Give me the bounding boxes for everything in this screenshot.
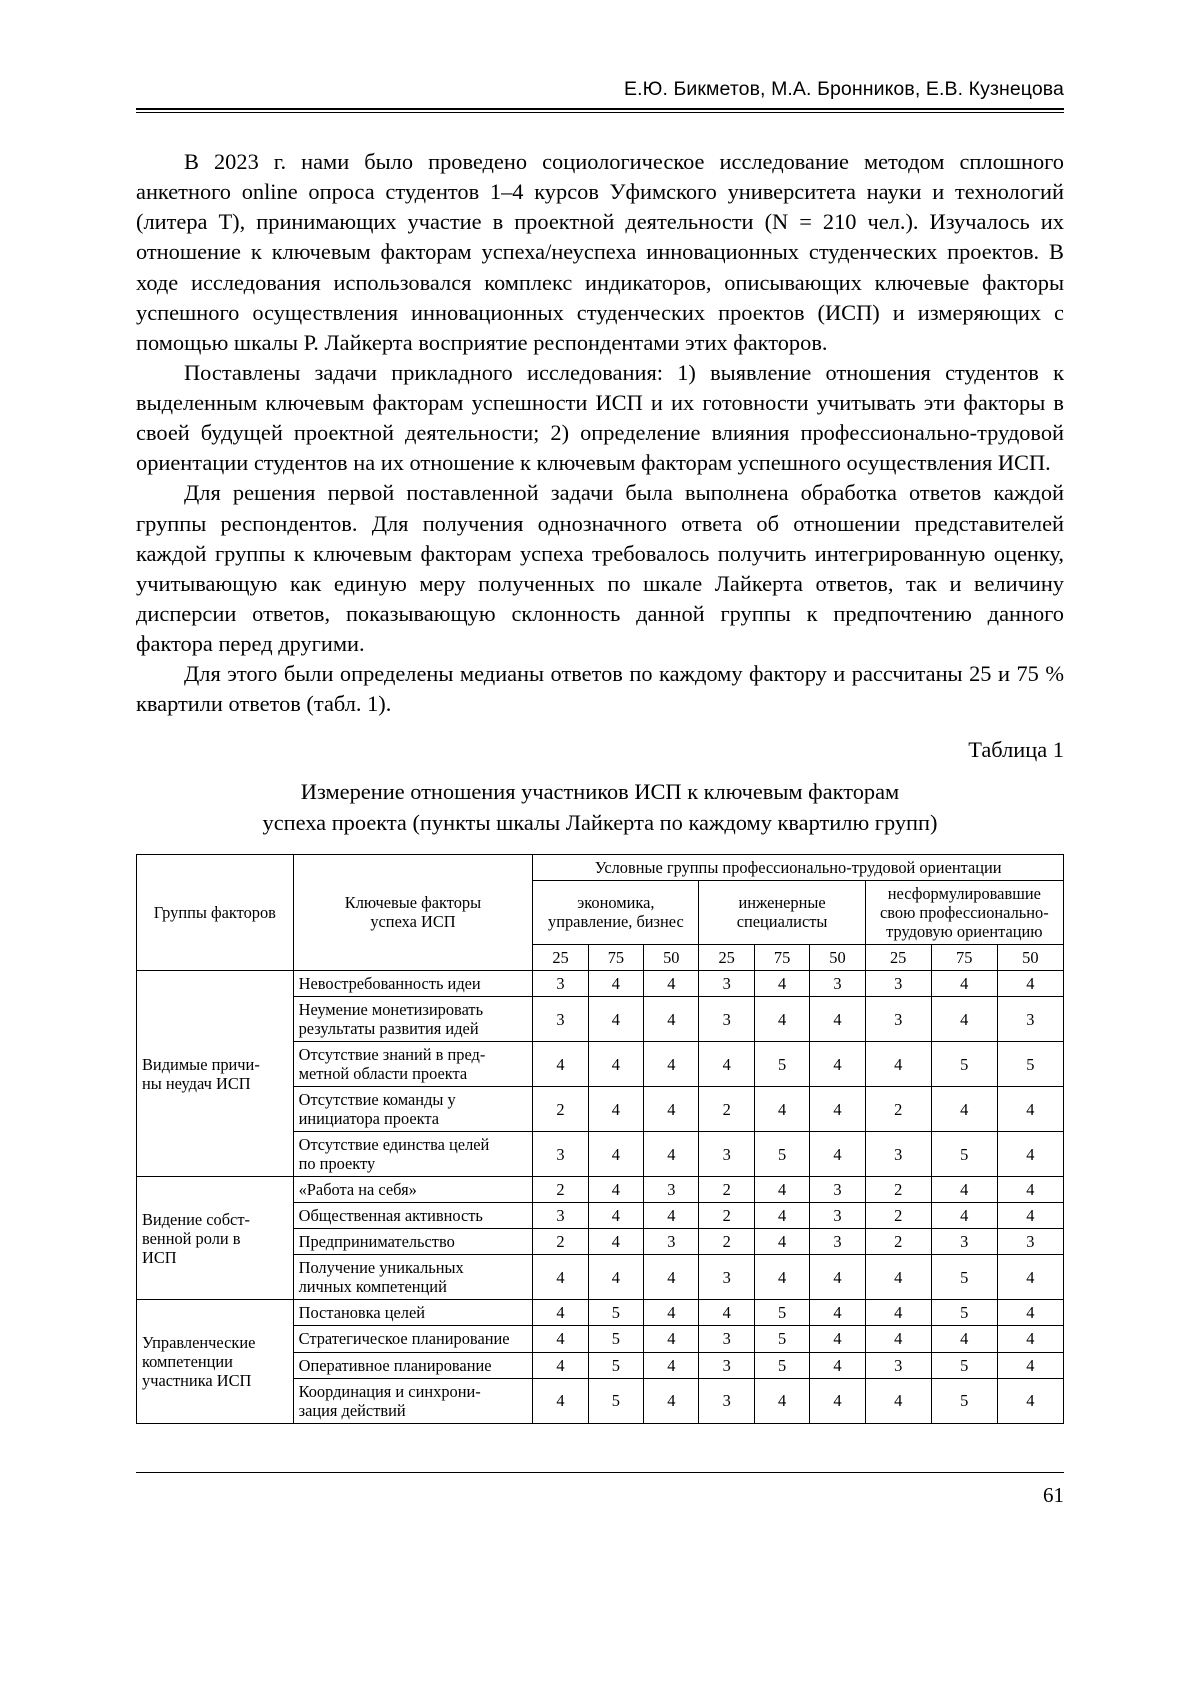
cell-value: 4 [588,1229,643,1255]
cell-value: 5 [588,1352,643,1378]
cell-value: 4 [810,1132,865,1177]
cell-value: 5 [931,1255,997,1300]
cell-value: 4 [644,1132,699,1177]
cell-value: 4 [533,1300,588,1326]
row-group-label-line: венной роли в [142,1228,241,1248]
table-body [137,971,1064,1424]
row-factor-label [293,1300,533,1326]
cell-value: 4 [931,1326,997,1352]
page-number: 61 [1043,1482,1064,1507]
cell-value: 3 [699,997,754,1042]
cell-value: 2 [699,1087,754,1132]
cell-value: 4 [533,1352,588,1378]
row-factor-line: по проекту [298,1154,376,1174]
row-group-label [137,971,294,1177]
cell-value: 4 [997,971,1063,997]
likert-quartile-table [136,854,1064,1424]
cell-value: 4 [931,1203,997,1229]
cell-value: 4 [588,1042,643,1087]
cell-value: 5 [997,1042,1063,1087]
cell-value: 4 [997,1300,1063,1326]
cell-value: 5 [931,1042,997,1087]
header-quartile: 25 [699,944,754,970]
row-factor-line: Координация и синхрони- [298,1381,481,1401]
header-group-engineers-line-2: специалисты [736,912,828,932]
cell-value: 4 [931,971,997,997]
cell-value: 4 [644,997,699,1042]
cell-value: 4 [644,1203,699,1229]
cell-value: 4 [644,971,699,997]
cell-value: 4 [997,1255,1063,1300]
cell-value: 4 [754,1255,809,1300]
cell-value: 3 [865,997,931,1042]
row-factor-label [293,1255,533,1300]
paragraph-4: Для этого были определены медианы ответов по каждому фактору и рассчитаны 25 и 75 % квартили ответов (табл. 1). [136,661,1064,717]
header-group-engineers-line-1: инженерные [738,893,826,913]
row-factor-line: Невостребованность идеи [298,974,481,993]
cell-value: 3 [997,997,1063,1042]
table-header [137,854,1064,970]
cell-value: 4 [754,1229,809,1255]
cell-value: 4 [588,971,643,997]
cell-value: 4 [588,1203,643,1229]
row-factor-line: зация действий [298,1400,406,1420]
cell-value: 3 [699,1132,754,1177]
header-divider [136,108,1064,113]
cell-value: 3 [810,1229,865,1255]
cell-value: 4 [754,1087,809,1132]
cell-value: 4 [644,1300,699,1326]
row-factor-label [293,1042,533,1087]
cell-value: 4 [644,1087,699,1132]
header-group-economics [533,880,699,944]
row-group-label-line: ИСП [142,1247,177,1267]
header-group-engineers [699,880,865,944]
cell-value: 4 [865,1378,931,1423]
cell-value: 4 [754,1378,809,1423]
cell-value: 4 [931,1177,997,1203]
cell-value: 4 [810,1352,865,1378]
row-group-label-line: компетенции [142,1352,233,1371]
table-row [137,971,1064,997]
row-factor-label [293,1352,533,1378]
row-group-label-line: Управленческие [142,1332,256,1352]
row-factor-label [293,971,533,997]
row-factor-label [293,1326,533,1352]
cell-value: 4 [644,1326,699,1352]
cell-value: 3 [865,1352,931,1378]
cell-value: 3 [533,1203,588,1229]
header-key-factors [293,854,533,970]
cell-value: 3 [810,1203,865,1229]
cell-value: 4 [644,1042,699,1087]
cell-value: 2 [865,1177,931,1203]
header-quartile: 75 [588,944,643,970]
cell-value: 4 [865,1255,931,1300]
row-factor-line: Получение уникальных [298,1258,464,1278]
cell-value: 4 [997,1177,1063,1203]
cell-value: 2 [699,1177,754,1203]
cell-value: 5 [588,1300,643,1326]
cell-value: 4 [533,1378,588,1423]
cell-value: 5 [754,1352,809,1378]
cell-value: 3 [865,1132,931,1177]
cell-value: 4 [997,1378,1063,1423]
cell-value: 4 [588,1132,643,1177]
row-factor-line: Оперативное планирование [298,1355,492,1375]
cell-value: 4 [754,1177,809,1203]
cell-value: 3 [810,1177,865,1203]
cell-value: 4 [533,1042,588,1087]
table-row [137,1177,1064,1203]
cell-value: 2 [699,1203,754,1229]
cell-value: 3 [865,971,931,997]
cell-value: 3 [644,1229,699,1255]
cell-value: 5 [931,1132,997,1177]
cell-value: 4 [810,1087,865,1132]
header-quartile: 75 [754,944,809,970]
header-quartile: 50 [644,944,699,970]
cell-value: 3 [699,1352,754,1378]
table-row [137,1300,1064,1326]
row-factor-line: личных компетенций [298,1277,447,1297]
row-factor-line: «Работа на себя» [298,1180,417,1200]
cell-value: 4 [754,1203,809,1229]
row-factor-line: Общественная активность [298,1206,483,1226]
row-factor-label [293,1378,533,1423]
paragraph-2: Поставлены задачи прикладного исследования: 1) выявление отношения студентов к выделенным ключевым факторам успешности ИСП и их готовности учитывать эти факторы в своей будущей проектной деятельности; 2) определение влияния профессионально-трудовой ориентации студентов на их отношение к ключевым факторам успешного осуществления ИСП. [136,359,1064,476]
cell-value: 5 [931,1300,997,1326]
cell-value: 4 [865,1300,931,1326]
cell-value: 4 [931,997,997,1042]
cell-value: 3 [699,1378,754,1423]
row-factor-line: Предпринимательство [298,1232,455,1252]
header-group-undecided-line-1: несформулировавшие [887,883,1041,903]
cell-value: 4 [699,1042,754,1087]
cell-value: 3 [699,971,754,997]
running-head: Е.Ю. Бикметов, М.А. Бронников, Е.В. Кузнецова [624,78,1064,100]
cell-value: 2 [533,1087,588,1132]
cell-value: 4 [865,1042,931,1087]
cell-value: 3 [644,1177,699,1203]
row-group-label [137,1300,294,1423]
row-factor-line: инициатора проекта [298,1109,440,1129]
row-factor-line: Отсутствие знаний в пред- [298,1045,486,1065]
cell-value: 5 [754,1300,809,1326]
cell-value: 3 [931,1229,997,1255]
row-factor-line: результаты развития идей [298,1019,479,1039]
table-header-row-1 [137,854,1064,880]
row-factor-label [293,997,533,1042]
cell-value: 4 [533,1326,588,1352]
header-key-factors-line-1: Ключевые факторы [344,893,482,913]
cell-value: 5 [754,1132,809,1177]
row-factor-line: Отсутствие единства целей [298,1135,490,1155]
cell-value: 3 [533,971,588,997]
row-group-label [137,1177,294,1300]
cell-value: 5 [588,1326,643,1352]
cell-value: 4 [865,1326,931,1352]
cell-value: 5 [931,1352,997,1378]
header-group-undecided-line-2: свою профессионально- [879,902,1049,922]
cell-value: 4 [931,1087,997,1132]
row-factor-label [293,1229,533,1255]
cell-value: 5 [754,1326,809,1352]
cell-value: 4 [997,1326,1063,1352]
cell-value: 4 [997,1203,1063,1229]
cell-value: 5 [588,1378,643,1423]
row-group-label-line: Видение собст- [142,1209,250,1229]
cell-value: 4 [810,1042,865,1087]
cell-value: 4 [810,997,865,1042]
table-caption-line-1: Измерение отношения участников ИСП к ключевым факторам [300,779,900,805]
header-group-economics-line-1: экономика, [577,893,655,913]
cell-value: 4 [810,1300,865,1326]
header-quartile: 50 [810,944,865,970]
row-factor-line: Стратегическое планирование [298,1329,510,1349]
cell-value: 4 [588,1177,643,1203]
cell-value: 4 [997,1132,1063,1177]
row-factor-label [293,1203,533,1229]
row-group-label-line: Видимые причи- [142,1054,260,1074]
cell-value: 4 [588,1087,643,1132]
table-caption [136,777,1064,837]
cell-value: 3 [997,1229,1063,1255]
header-quartile: 25 [865,944,931,970]
cell-value: 4 [588,1255,643,1300]
cell-value: 4 [810,1326,865,1352]
cell-value: 2 [865,1229,931,1255]
row-factor-label [293,1177,533,1203]
row-factor-label [293,1087,533,1132]
cell-value: 4 [810,1378,865,1423]
header-span-all-groups: Условные группы профессионально-трудовой ориентации [533,854,1064,880]
cell-value: 4 [997,1352,1063,1378]
header-key-factors-line-2: успеха ИСП [370,912,456,932]
row-factor-label [293,1132,533,1177]
cell-value: 3 [533,1132,588,1177]
header-group-undecided-line-3: трудовую ориентацию [886,921,1043,941]
cell-value: 5 [754,1042,809,1087]
row-group-label-line: ны неудач ИСП [142,1073,251,1093]
cell-value: 3 [699,1326,754,1352]
cell-value: 4 [754,997,809,1042]
cell-value: 4 [644,1352,699,1378]
cell-value: 4 [644,1378,699,1423]
cell-value: 2 [865,1203,931,1229]
cell-value: 4 [810,1255,865,1300]
cell-value: 2 [699,1229,754,1255]
cell-value: 4 [699,1300,754,1326]
row-factor-line: Неумение монетизировать [298,1000,484,1020]
row-group-label-line: участника ИСП [142,1371,252,1391]
paragraph-3: Для решения первой поставленной задачи была выполнена обработка ответов каждой группы респондентов. Для получения однозначного ответа об отношении представителей каждой группы к ключевым факторам успеха требовалось получить интегрированную оценку, учитывающую как единую меру полученных по шкале Лайкерта ответов, так и величину дисперсии ответов, показывающую склонность данной группы к предпочтению данного фактора перед другими. [136,480,1064,656]
table-caption-line-2: успеха проекта (пункты шкалы Лайкерта по каждому квартилю групп) [262,809,938,835]
cell-value: 5 [931,1378,997,1423]
row-factor-line: Отсутствие команды у [298,1090,456,1110]
cell-value: 3 [533,997,588,1042]
cell-value: 4 [533,1255,588,1300]
header-group-undecided [865,880,1063,944]
cell-value: 2 [533,1177,588,1203]
header-groups-of-factors: Группы факторов [137,854,294,970]
cell-value: 4 [754,971,809,997]
cell-value: 3 [810,971,865,997]
row-factor-line: Постановка целей [298,1303,426,1323]
cell-value: 4 [997,1087,1063,1132]
header-group-economics-line-2: управление, бизнес [548,912,684,932]
row-factor-line: метной области проекта [298,1064,468,1084]
table-number: Таблица 1 [968,737,1064,763]
cell-value: 2 [865,1087,931,1132]
header-quartile: 75 [931,944,997,970]
header-quartile: 50 [997,944,1063,970]
header-quartile: 25 [533,944,588,970]
cell-value: 2 [533,1229,588,1255]
cell-value: 4 [588,997,643,1042]
cell-value: 3 [699,1255,754,1300]
paragraph-1: В 2023 г. нами было проведено социологическое исследование методом сплошного анкетного online опроса студентов 1–4 курсов Уфимского университета науки и технологий (литера Т), принимающих участие в проектной деятельности (N = 210 чел.). Изучалось их отношение к ключевым факторам успеха/неуспеха инновационных студенческих проектов. В ходе исследования использовался комплекс индикаторов, описывающих ключевые факторы успешного осуществления инновационных студенческих проектов (ИСП) и измеряющих с помощью шкалы Р. Лайкерта восприятие респондентами этих факторов. [136,149,1064,355]
cell-value: 4 [644,1255,699,1300]
